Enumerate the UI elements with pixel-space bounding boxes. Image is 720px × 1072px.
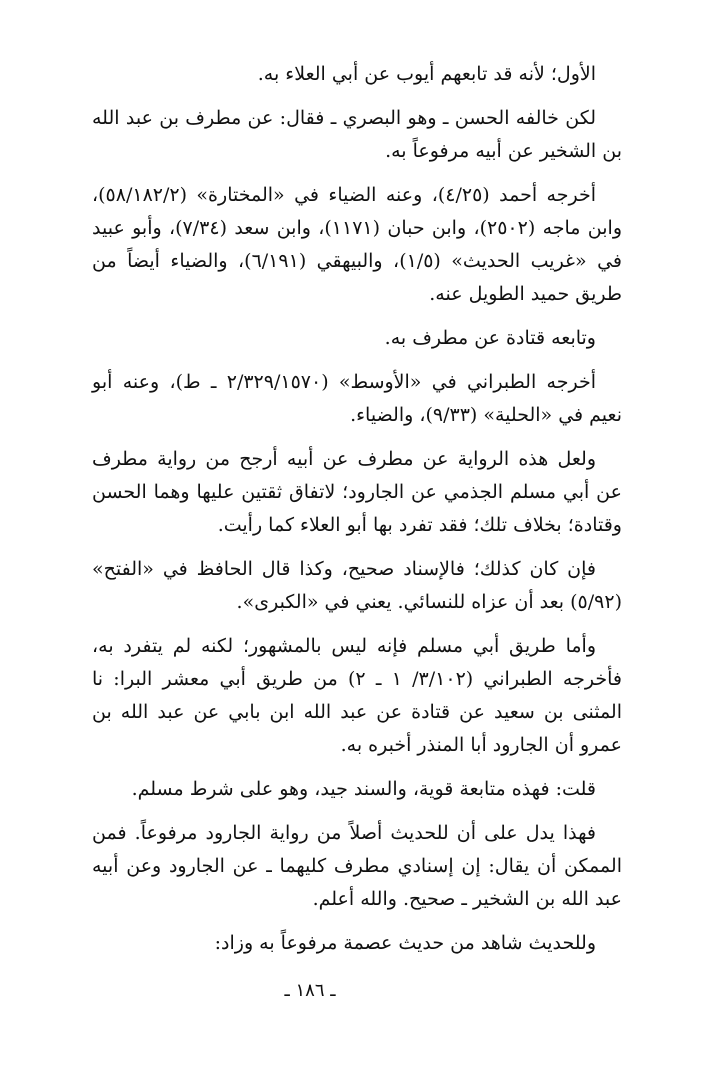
paragraph-1: الأول؛ لأنه قد تابعهم أيوب عن أبي العلاء به.	[257, 63, 596, 85]
paragraph-11: وللحديث شاهد من حديث عصمة مرفوعاً به وزاد:	[214, 932, 596, 954]
paragraph-10: فهذا يدل على أن للحديث أصلاً من رواية الجارود مرفوعاً. فمن الممكن أن يقال: إن إسنادي مطرف كليهما ـ عن الجارود وعن أبيه عبد الله بن الشخير ـ صحيح. والله أعلم.	[92, 822, 622, 910]
paragraph-6: ولعل هذه الرواية عن مطرف عن أبيه أرجح من رواية مطرف عن أبي مسلم الجذمي عن الجارود؛ لاتفاق ثقتين عليها وهما الحسن وقتادة؛ بخلاف تلك؛ فقد تفرد بها أبو العلاء كما رأيت.	[92, 448, 622, 536]
page-number: ـ ١٨٦ ـ	[284, 980, 336, 1001]
paragraph-3: أخرجه أحمد (٤/٢٥)، وعنه الضياء في «المختارة» (٥٨/١٨٢/٢)، وابن ماجه (٢٥٠٢)، وابن حبان (١١٧١)، وابن سعد (٧/٣٤)، وأبو عبيد في «غريب الحديث» (١/٥)، والبيهقي (٦/١٩١)، والضياء أيضاً من طريق حميد الطويل عنه.	[92, 184, 622, 305]
paragraph-5: أخرجه الطبراني في «الأوسط» (٢/٣٢٩/١٥٧٠ ـ ط)، وعنه أبو نعيم في «الحلية» (٩/٣٣)، والضياء.	[92, 371, 622, 426]
paragraph-7: فإن كان كذلك؛ فالإسناد صحيح، وكذا قال الحافظ في «الفتح» (٥/٩٢) بعد أن عزاه للنسائي. يعني في «الكبرى».	[92, 558, 622, 613]
paragraph-8: وأما طريق أبي مسلم فإنه ليس بالمشهور؛ لكنه لم يتفرد به، فأخرجه الطبراني (٣/١٠٢/ ١ ـ ٢) من طريق أبي معشر البرا: نا المثنى بن سعيد عن قتادة عن عبد الله ابن بابي عن عبد الله بن عمرو أن الجارود أبا المنذر أخبره به.	[92, 635, 622, 756]
paragraph-2: لكن خالفه الحسن ـ وهو البصري ـ فقال: عن مطرف بن عبد الله بن الشخير عن أبيه مرفوعاً به.	[92, 107, 622, 162]
paragraph-4: وتابعه قتادة عن مطرف به.	[384, 327, 596, 349]
paragraph-9: قلت: فهذه متابعة قوية، والسند جيد، وهو على شرط مسلم.	[131, 778, 596, 800]
body-text	[92, 58, 622, 971]
